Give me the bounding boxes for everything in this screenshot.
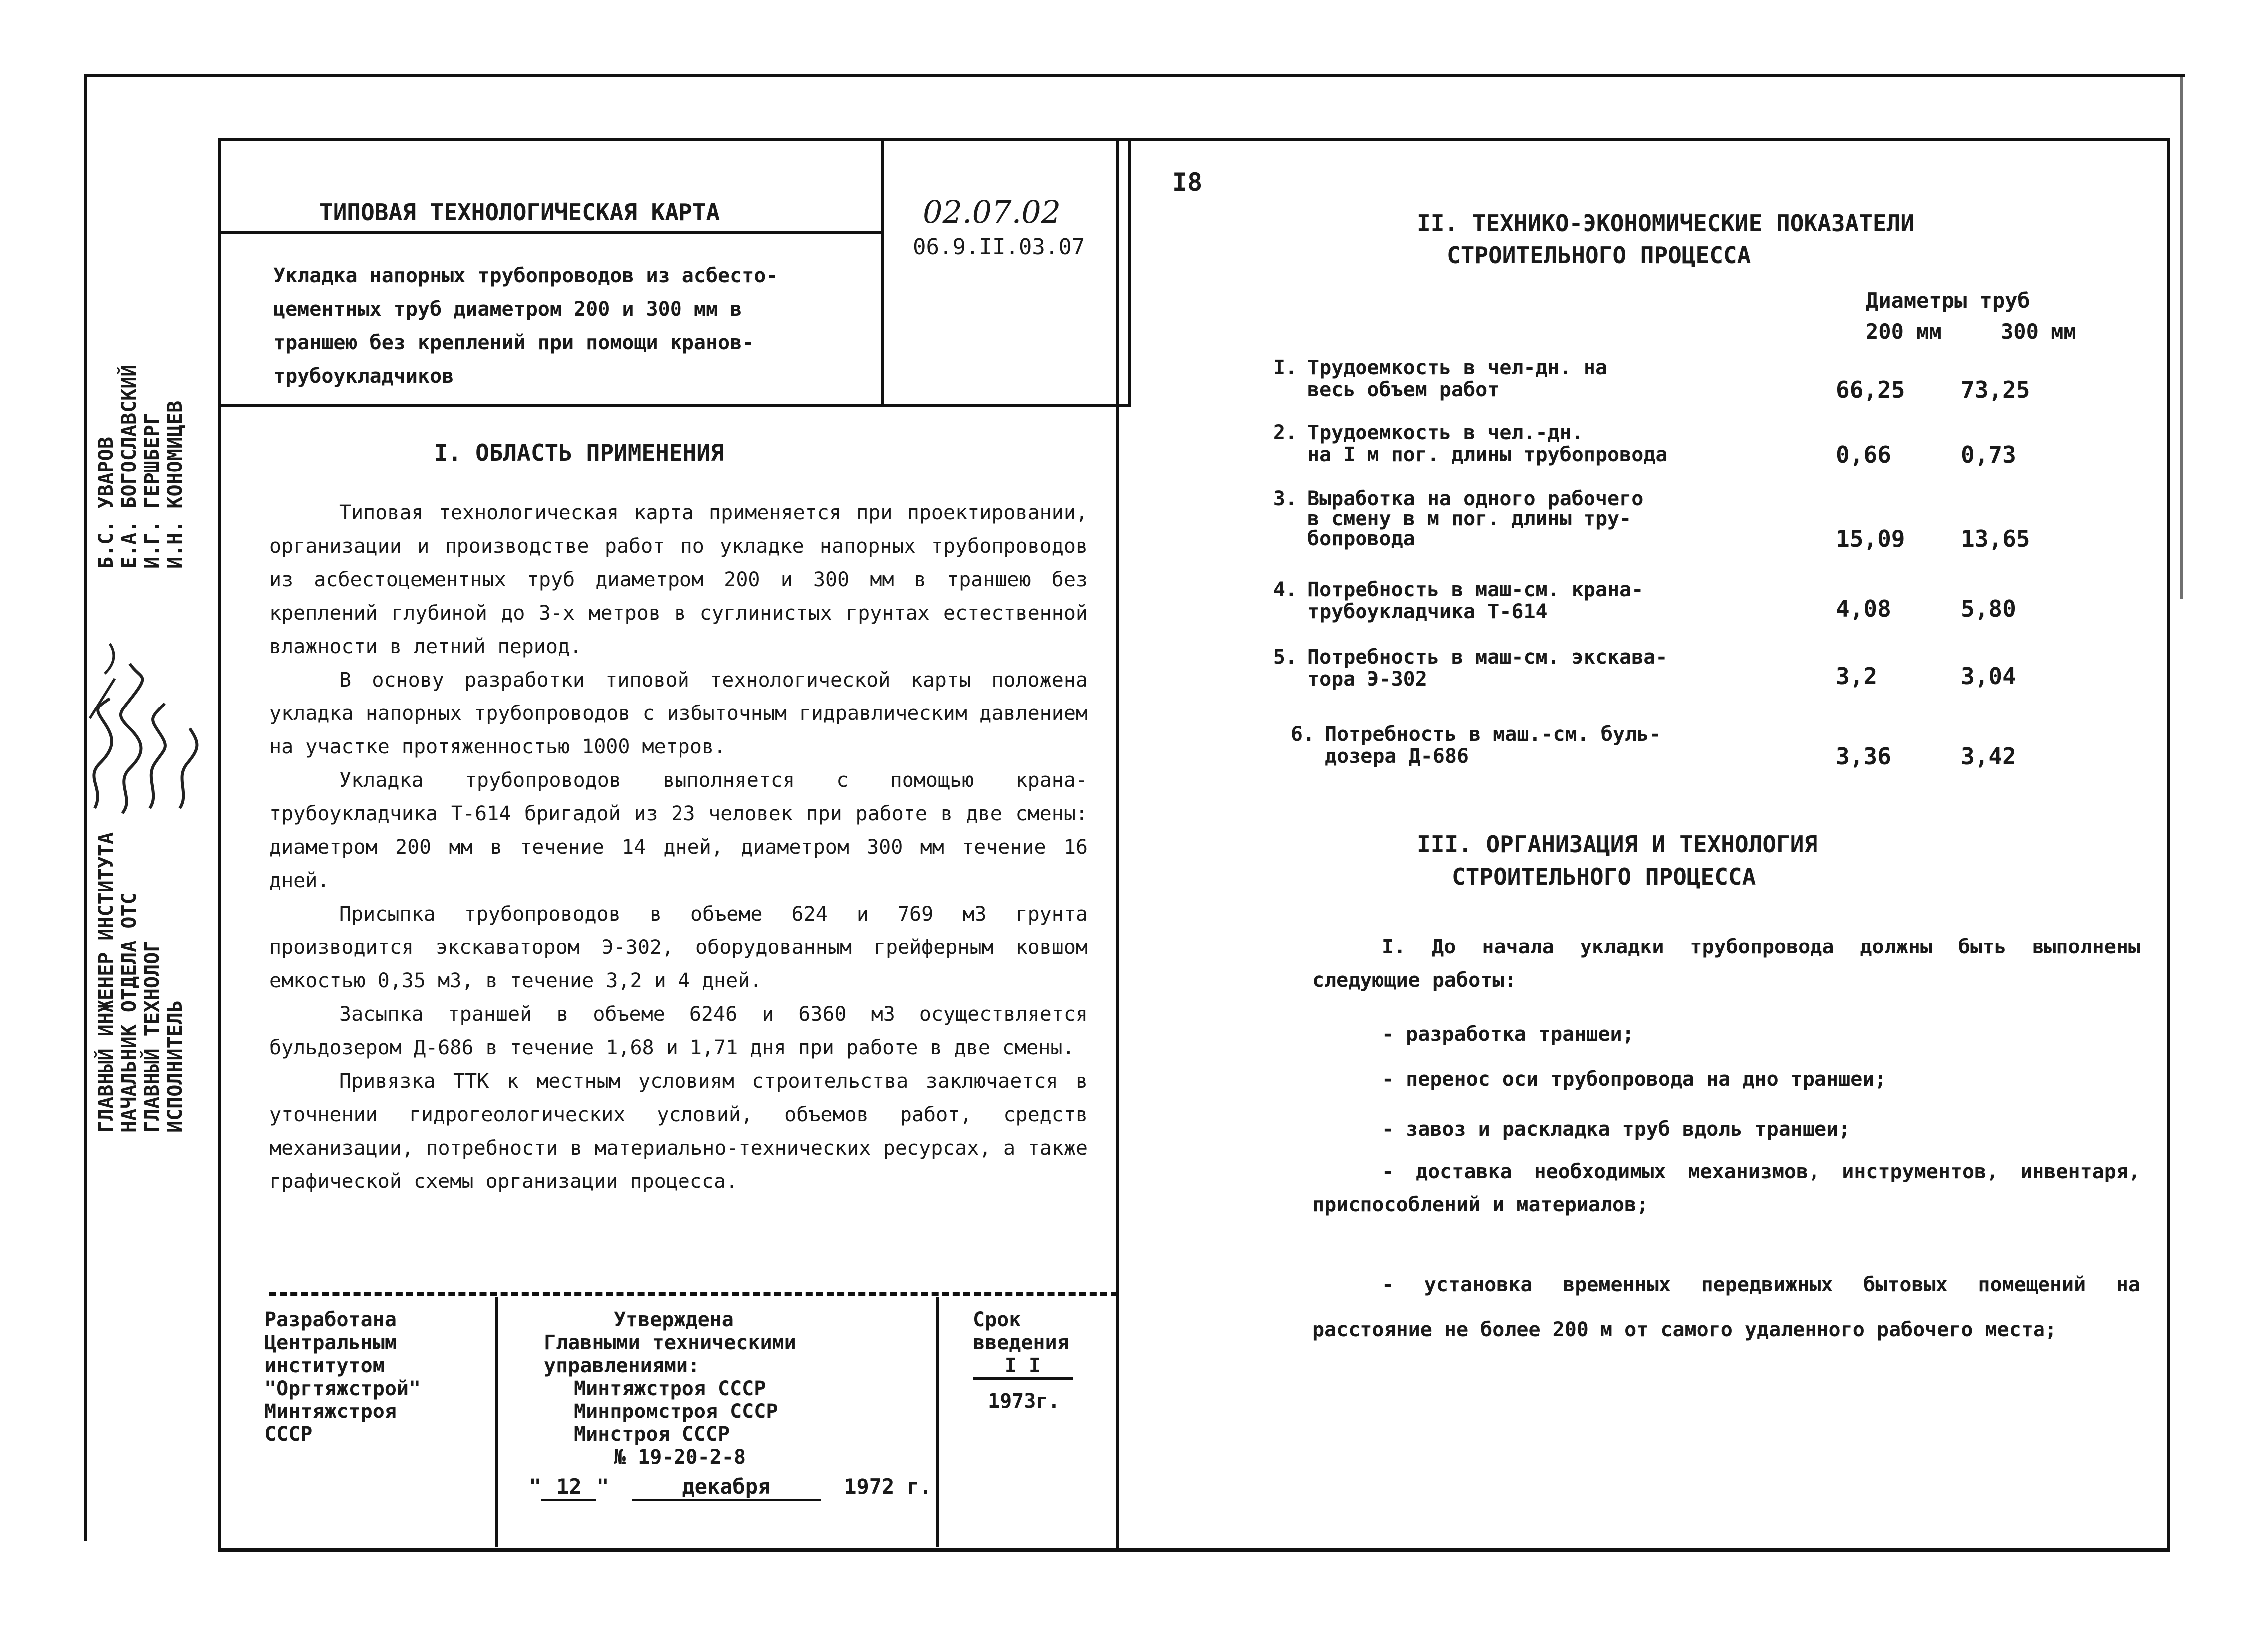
indicator-label-line: в смену в м пог. длины тру- xyxy=(1307,507,1632,530)
indicator-label-line: весь объем работ xyxy=(1307,378,1500,401)
indicator-row xyxy=(1267,646,2115,701)
approved-line-7: № 19-20-2-8 xyxy=(614,1446,746,1469)
approved-line-3: управлениями: xyxy=(544,1354,700,1377)
effective-label-2: введения xyxy=(973,1331,1069,1354)
indicator-value-300: 73,25 xyxy=(1961,376,2030,403)
indicator-num: 4. xyxy=(1273,578,1297,601)
indicator-num: 5. xyxy=(1273,646,1297,669)
developed-line-3: институтом xyxy=(264,1354,385,1377)
indicator-label-line: Трудоемкость в чел-дн. на xyxy=(1307,356,1608,379)
sig-role-3: ГЛАВНЫЙ ТЕХНОЛОГ xyxy=(141,940,164,1133)
section3-heading-1: III. ОРГАНИЗАЦИЯ И ТЕХНОЛОГИЯ xyxy=(1417,831,1818,858)
indicator-value-200: 4,08 xyxy=(1836,595,1891,622)
section1-body xyxy=(269,496,1088,1198)
indicator-label xyxy=(1307,489,1643,549)
sig-name-1: Б.С. УВАРОВ xyxy=(95,437,118,569)
title-block-right xyxy=(1128,138,1131,407)
indicator-value-200: 0,66 xyxy=(1836,441,1891,468)
developed-line-4: "Оргтяжстрой" xyxy=(264,1377,421,1400)
indicator-value-200: 3,36 xyxy=(1836,743,1891,770)
center-divider xyxy=(1116,138,1119,1548)
developed-line-2: Центральным xyxy=(264,1331,397,1354)
page-number: I8 xyxy=(1172,168,1203,197)
indicator-label xyxy=(1325,723,1661,767)
sig-role-1: ГЛАВНЫЙ ИНЖЕНЕР ИНСТИТУТА xyxy=(95,832,118,1133)
section3-item: - завоз и раскладка труб вдоль траншеи; xyxy=(1382,1118,1851,1141)
developed-line-5: Минтяжстроя xyxy=(264,1400,397,1423)
signature-names xyxy=(95,365,187,569)
section2-heading-2: СТРОИТЕЛЬНОГО ПРОЦЕССА xyxy=(1447,242,1751,269)
approved-line-5: Минпромстроя СССР xyxy=(574,1400,778,1423)
footer-developed xyxy=(264,1308,421,1446)
indicator-label-line: тора Э-302 xyxy=(1307,668,1427,691)
indicator-label xyxy=(1307,646,1667,690)
effective-year: 1973г. xyxy=(988,1390,1060,1413)
footer-approved xyxy=(544,1308,796,1469)
indicator-num: 2. xyxy=(1273,421,1297,444)
section3-heading-2: СТРОИТЕЛЬНОГО ПРОЦЕССА xyxy=(1452,863,1756,890)
sig-name-3: И.Г. ГЕРШБЕРГ xyxy=(141,412,164,569)
approval-year: 1972 г. xyxy=(844,1474,932,1499)
approval-month: декабря xyxy=(632,1474,821,1501)
indicator-label-line: Потребность в маш.-см. буль- xyxy=(1325,723,1661,746)
indicator-value-300: 13,65 xyxy=(1961,525,2030,552)
section3-item: - доставка необходимых механизмов, инструментов, инвентаря, приспособлений и материалов; xyxy=(1312,1160,2140,1216)
title-description xyxy=(273,259,778,393)
approved-line-2: Главными техническими xyxy=(544,1331,796,1354)
indicator-label xyxy=(1307,357,1607,401)
outer-top-line xyxy=(85,74,2185,77)
section3-intro: I. До начала укладки трубопровода должны быть выполнены следующие работы: xyxy=(1312,936,2140,992)
section3-item: - разработка траншеи; xyxy=(1382,1023,1634,1046)
indicator-label-line: бопровода xyxy=(1307,527,1415,550)
section1-para-4: Присыпка трубопроводов в объеме 624 и 769 м3 грунта производится экскаватором Э-302, оборудованным грейферным ковшом емкостью 0,35 м3, в течение 3,2 и 4 дней. xyxy=(269,903,1088,992)
section2-col-300: 300 мм xyxy=(2001,319,2076,344)
approved-line-1: Утверждена xyxy=(614,1308,734,1331)
section1-para-3: Укладка трубопроводов выполняется с помощью крана-трубоукладчика Т-614 бригадой из 23 человек при работе в две смены: диаметром 200 мм в течение 14 дней, диаметром 300 мм течение 16 дней. xyxy=(269,769,1088,892)
indicator-label-line: Потребность в маш-см. крана- xyxy=(1307,578,1644,601)
indicator-row xyxy=(1285,723,2133,778)
section1-heading: I. ОБЛАСТЬ ПРИМЕНЕНИЯ xyxy=(434,439,724,466)
indicator-label xyxy=(1307,422,1667,466)
indicator-row xyxy=(1267,579,2115,634)
title-block-divider xyxy=(881,138,884,407)
section2-col-header: Диаметры труб xyxy=(1866,288,2030,313)
indicator-value-200: 66,25 xyxy=(1836,376,1905,403)
title-block-bottom xyxy=(218,404,1131,407)
effective-date: I I xyxy=(973,1354,1073,1380)
description-line-4: трубоукладчиков xyxy=(273,365,454,388)
sig-role-2: НАЧАЛЬНИК ОТДЕЛА ОТС xyxy=(118,892,141,1133)
title-header-line xyxy=(218,231,881,234)
footer-divider-1 xyxy=(495,1297,498,1547)
section2-col-200: 200 мм xyxy=(1866,319,1942,344)
indicator-label-line: дозера Д-686 xyxy=(1325,745,1469,768)
indicator-row xyxy=(1267,422,2115,476)
indicator-value-300: 0,73 xyxy=(1961,441,2016,468)
indicator-num: 3. xyxy=(1273,487,1297,510)
description-line-2: цементных труб диаметром 200 и 300 мм в xyxy=(273,298,742,321)
section1-para-2: В основу разработки типовой технологической карты положена укладка напорных трубопроводов с избыточным гидравлическим давлением на участке протяженностью 1000 метров. xyxy=(269,669,1088,758)
indicator-row xyxy=(1267,489,2115,564)
indicator-label-line: Выработка на одного рабочего xyxy=(1307,487,1644,510)
section3-item: - перенос оси трубопровода на дно траншеи; xyxy=(1382,1068,1887,1091)
section2-heading-1: II. ТЕХНИКО-ЭКОНОМИЧЕСКИЕ ПОКАЗАТЕЛИ xyxy=(1417,210,1914,236)
footer-divider-2 xyxy=(936,1297,939,1547)
approved-line-6: Минстроя СССР xyxy=(574,1423,730,1446)
indicator-value-300: 3,42 xyxy=(1961,743,2016,770)
description-line-3: траншею без креплений при помощи кранов- xyxy=(273,331,754,354)
card-type: ТИПОВАЯ ТЕХНОЛОГИЧЕСКАЯ КАРТА xyxy=(319,199,720,226)
indicator-value-200: 3,2 xyxy=(1836,663,1878,690)
section1-para-1: Типовая технологическая карта применяется при проектировании, организации и производстве работ по укладке напорных трубопроводов из асбестоцементных труб диаметром 200 и 300 мм в траншею без креплений глубиной до 3-х метров в суглинистых грунтах естественной влажности в летний период. xyxy=(269,501,1088,658)
signature-roles xyxy=(95,832,187,1133)
approval-quote-open: " xyxy=(529,1474,542,1499)
approved-line-4: Минтяжстроя СССР xyxy=(574,1377,766,1400)
sig-name-4: И.Н. КОНОМИЦЕВ xyxy=(164,400,187,569)
approval-day: 12 xyxy=(541,1474,596,1501)
effective-label-1: Срок xyxy=(973,1308,1021,1331)
indicator-label-line: на I м пог. длины трубопровода xyxy=(1307,443,1668,466)
footer-top-dashed xyxy=(269,1292,1118,1296)
indicator-num: 6. xyxy=(1290,723,1315,746)
approval-quote-close: " xyxy=(596,1474,609,1499)
developed-line-1: Разработана xyxy=(264,1308,397,1331)
sig-role-4: ИСПОЛНИТЕЛЬ xyxy=(164,1000,187,1133)
indicator-num: I. xyxy=(1273,356,1297,379)
section1-para-6: Привязка ТТК к местным условиям строительства заключается в уточнении гидрогеологических условий, объемов работ, средств механизации, потребности в материально-технических ресурсах, а также графической схемы организации процесса. xyxy=(269,1070,1088,1193)
indicator-value-200: 15,09 xyxy=(1836,525,1905,552)
indicator-label xyxy=(1307,579,1643,623)
indicator-value-300: 5,80 xyxy=(1961,595,2016,622)
developed-line-6: СССР xyxy=(264,1423,313,1446)
handwritten-code: 02.07.02 xyxy=(923,194,1061,230)
description-line-1: Укладка напорных трубопроводов из асбесто- xyxy=(273,264,778,287)
approval-date xyxy=(529,1474,932,1501)
card-code: 06.9.II.03.07 xyxy=(913,235,1085,260)
indicator-label-line: Трудоемкость в чел.-дн. xyxy=(1307,421,1584,444)
section3-item: - установка временных передвижных бытовых помещений на расстояние не более 200 м от самого удаленного рабочего места; xyxy=(1312,1273,2140,1341)
handwritten-signatures xyxy=(75,619,225,818)
indicator-label-line: Потребность в маш-см. экскава- xyxy=(1307,646,1668,669)
indicator-row xyxy=(1267,357,2115,412)
indicator-value-300: 3,04 xyxy=(1961,663,2016,690)
footer-effective xyxy=(973,1308,1073,1413)
indicator-label-line: трубоукладчика Т-614 xyxy=(1307,600,1548,623)
outer-right-line xyxy=(2180,75,2183,599)
sig-name-2: Е.А. БОГОСЛАВСКИЙ xyxy=(118,364,141,569)
section1-para-5: Засыпка траншей в объеме 6246 и 6360 м3 осуществляется бульдозером Д-686 в течение 1,68 и 1,71 дня при работе в две смены. xyxy=(269,1003,1088,1059)
